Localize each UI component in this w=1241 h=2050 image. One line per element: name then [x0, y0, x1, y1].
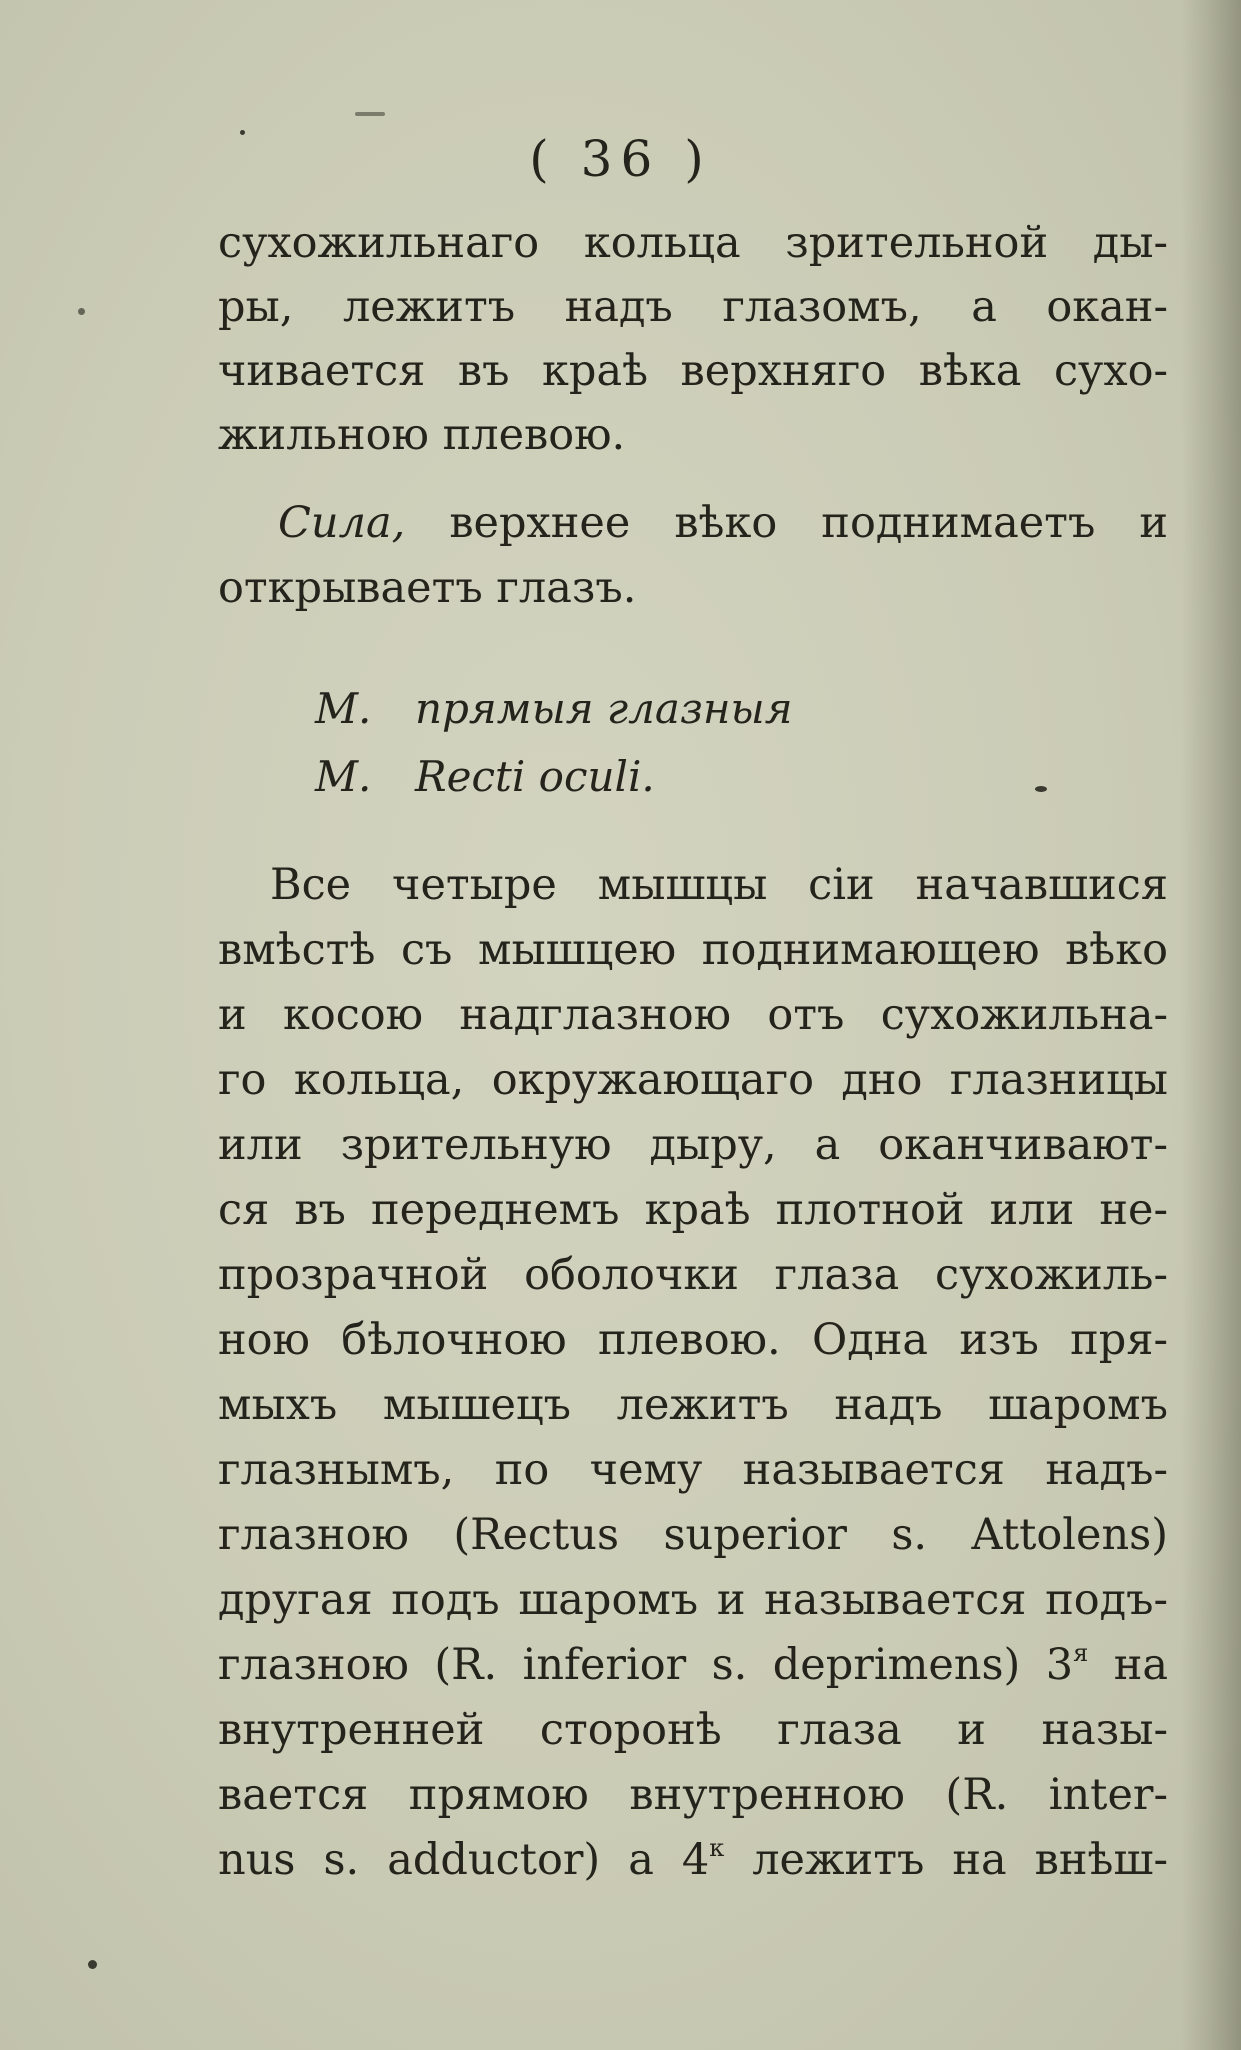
text-line: другая подъ шаромъ и называется подъ- — [218, 1575, 1168, 1625]
ink-speck — [88, 1960, 97, 1969]
text-line: го кольца, окружающаго дно глазницы — [218, 1055, 1168, 1105]
text-segment: лежитъ на внѣш- — [752, 1835, 1168, 1885]
text-line: глазною (Rectus superior s. Attolens) — [218, 1510, 1168, 1560]
page-number: ( 36 ) — [529, 130, 712, 188]
heading-name: прямыя глазныя — [415, 684, 793, 733]
section-heading-latin — [315, 752, 655, 801]
text-line: жильною плевою. — [218, 410, 626, 460]
text-line: внутренней сторонѣ глаза и назы- — [218, 1705, 1168, 1755]
text-line: сухожильнаго кольца зрительной ды- — [218, 218, 1168, 268]
heading-prefix: M. — [315, 752, 372, 801]
term-sila: Сила, — [278, 498, 406, 548]
text-line — [278, 498, 1168, 548]
ink-speck — [1035, 786, 1047, 792]
text-line: открываетъ глазъ. — [218, 563, 637, 613]
text-line: или зрительную дыру, а оканчивают- — [218, 1120, 1168, 1170]
text-segment: nus s. adductor) а 4 — [218, 1835, 710, 1885]
text-line: ся въ переднемъ краѣ плотной или не- — [218, 1185, 1168, 1235]
text-line: прозрачной оболочки глаза сухожиль- — [218, 1250, 1168, 1300]
heading-name: Recti oculi. — [415, 752, 655, 801]
text-line: мыхъ мышецъ лежитъ надъ шаромъ — [218, 1380, 1168, 1430]
ink-speck — [355, 112, 385, 116]
text-line: ры, лежитъ надъ глазомъ, а окан- — [218, 282, 1168, 332]
page-binding-shadow — [1181, 0, 1241, 2050]
text-segment: на — [1113, 1640, 1168, 1690]
text-line: чивается въ краѣ верхняго вѣка сухо- — [218, 346, 1168, 396]
superscript: к — [709, 1834, 725, 1862]
text-line: ною бѣлочною плевою. Одна изъ пря- — [218, 1315, 1168, 1365]
text-line: вмѣстѣ съ мышцею поднимающею вѣко — [218, 925, 1168, 975]
section-heading-russian — [315, 684, 793, 733]
superscript: я — [1073, 1639, 1089, 1667]
text-line — [218, 1640, 1168, 1690]
text-line: глазнымъ, по чему называется надъ- — [218, 1445, 1168, 1495]
text-line: вается прямою внутренною (R. inter- — [218, 1770, 1168, 1820]
text-line: Все четыре мышцы сіи начавшися — [270, 860, 1168, 910]
text-segment: верхнее вѣко поднимаетъ и — [449, 498, 1169, 548]
text-line — [218, 1835, 1168, 1885]
text-line: и косою надглазною отъ сухожильна- — [218, 990, 1168, 1040]
heading-prefix: М. — [315, 684, 372, 733]
text-segment: глазною (R. inferior s. deprimens) 3 — [218, 1640, 1074, 1690]
ink-speck — [78, 308, 85, 315]
